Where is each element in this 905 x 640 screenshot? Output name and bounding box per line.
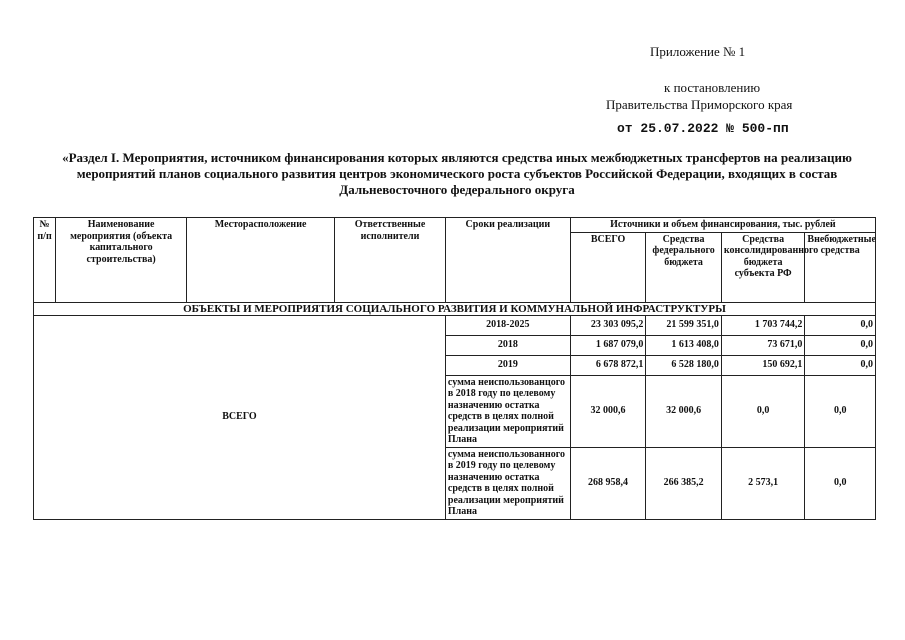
row-term: 2019 [445, 355, 570, 375]
appendix-label: Приложение № 1 [650, 44, 746, 59]
row-regional: 1 703 744,2 [721, 315, 805, 335]
row-total: 1 687 079,0 [570, 335, 646, 355]
row-offbudget: 0,0 [805, 447, 876, 519]
row-total: 6 678 872,1 [570, 355, 646, 375]
row-term: 2018-2025 [445, 315, 570, 335]
row-regional: 73 671,0 [721, 335, 805, 355]
header-sources: Источники и объем финансирования, тыс. рублей [570, 218, 875, 233]
row-term: 2018 [445, 335, 570, 355]
row-total: 32 000,6 [570, 375, 646, 447]
header-terms: Сроки реализации [445, 218, 570, 303]
row-regional: 0,0 [721, 375, 805, 447]
row-federal: 266 385,2 [646, 447, 722, 519]
row-offbudget: 0,0 [805, 315, 876, 335]
table-row [34, 315, 876, 335]
row-federal: 6 528 180,0 [646, 355, 722, 375]
resolution-date-number: от 25.07.2022 № 500-пп [617, 121, 789, 136]
row-offbudget: 0,0 [805, 375, 876, 447]
header-num: № п/п [34, 218, 56, 303]
row-total: 23 303 095,2 [570, 315, 646, 335]
row-federal: 32 000,6 [646, 375, 722, 447]
header-location: Месторасположение [187, 218, 335, 303]
government-label: Правительства Приморского края [606, 97, 793, 112]
row-federal: 1 613 408,0 [646, 335, 722, 355]
row-offbudget: 0,0 [805, 355, 876, 375]
header-name: Наименование мероприятия (объекта капитального строительства) [56, 218, 187, 303]
section-row-title: ОБЪЕКТЫ И МЕРОПРИЯТИЯ СОЦИАЛЬНОГО РАЗВИТИЯ И КОММУНАЛЬНОЙ ИНФРАСТРУКТУРЫ [34, 302, 876, 315]
header-responsible: Ответственные исполнители [335, 218, 446, 303]
row-regional: 150 692,1 [721, 355, 805, 375]
row-term: сумма неиспользованного в 2019 году по целевому назначению остатка средств в целях полной реализации мероприятий Плана [445, 447, 570, 519]
section-title: «Раздел I. Мероприятия, источником финансирования которых являются средства иных межбюджетных трансфертов на реализацию мероприятий планов социального развития центров экономического роста субъектов Российской Федерации, входящих в состав Дальневосточного федерального округа [62, 150, 852, 197]
total-label: ВСЕГО [34, 315, 446, 519]
row-federal: 21 599 351,0 [646, 315, 722, 335]
resolution-label: к постановлению [664, 80, 761, 95]
header-total: ВСЕГО [570, 232, 646, 302]
section-row [34, 302, 876, 315]
row-regional: 2 573,1 [721, 447, 805, 519]
row-term: сумма неиспользованцого в 2018 году по целевому назначению остатка средств в целях полной реализации мероприятий Плана [445, 375, 570, 447]
row-offbudget: 0,0 [805, 335, 876, 355]
header-offbudget: Внебюджетные средства [805, 232, 876, 302]
row-total: 268 958,4 [570, 447, 646, 519]
financing-table [33, 217, 876, 520]
header-federal: Средства федерального бюджета [646, 232, 722, 302]
table-header-row [34, 218, 876, 233]
header-regional: Средства консолидированного бюджета субъекта РФ [721, 232, 805, 302]
